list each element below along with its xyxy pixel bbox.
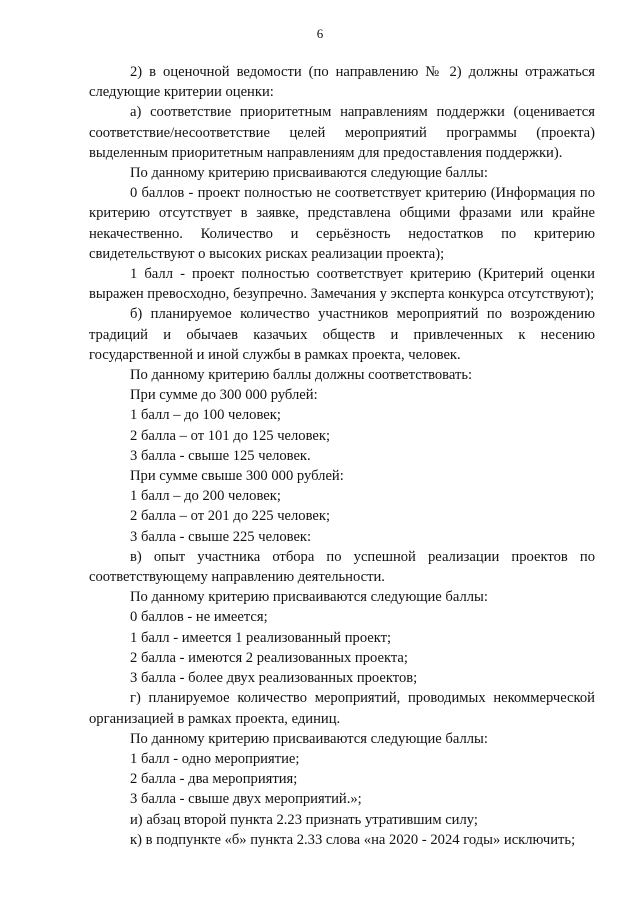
paragraph: При сумме до 300 000 рублей: [130, 387, 318, 404]
paragraph: 2 балла – от 101 до 125 человек; [130, 427, 331, 444]
paragraph: б) планируемое количество участников мероприятий по возрождению традиций и обычаев казачьих обществ и привлеченных к несению государственной и иной службы в рамках проекта, человек. [89, 306, 595, 363]
paragraph: а) соответствие приоритетным направлениям поддержки (оценивается соответствие/несоответствие целей мероприятий программы (проекта) выделенным приоритетным направлениям для предоставления поддержки). [89, 104, 595, 161]
paragraph: 3 балла - свыше двух мероприятий.»; [130, 791, 362, 808]
paragraph: 1 балл - проект полностью соответствует критерию (Критерий оценки выражен превосходно, безупречно. Замечания у эксперта конкурса отсутствуют); [89, 266, 595, 303]
paragraph: При сумме свыше 300 000 рублей: [130, 468, 344, 485]
document-body [89, 62, 595, 850]
paragraph: По данному критерию присваиваются следующие баллы: [130, 730, 488, 747]
paragraph: По данному критерию присваиваются следующие баллы: [130, 589, 488, 606]
paragraph: 2 балла - имеются 2 реализованных проекта; [130, 649, 408, 666]
paragraph: к) в подпункте «б» пункта 2.33 слова «на 2020 - 2024 годы» исключить; [130, 831, 576, 848]
paragraph: 2 балла – от 201 до 225 человек; [130, 508, 331, 525]
paragraph: По данному критерию баллы должны соответствовать: [130, 367, 473, 384]
paragraph: 1 балл – до 100 человек; [130, 407, 281, 424]
paragraph: 3 балла - свыше 125 человек. [130, 447, 311, 464]
paragraph: 0 баллов - проект полностью не соответствует критерию (Информация по критерию отсутствует в заявке, представлена общими фразами или крайне некачественно. Количество и серьёзность недостатков по критерию свидетельствуют о высоких рисках реализации проекта); [89, 185, 595, 262]
paragraph: в) опыт участника отбора по успешной реализации проектов по соответствующему направлению деятельности. [89, 548, 595, 586]
paragraph: 1 балл - одно мероприятие; [130, 750, 300, 767]
paragraph: 0 баллов - не имеется; [130, 609, 268, 626]
paragraph: 3 балла - более двух реализованных проектов; [130, 670, 418, 687]
paragraph: 1 балл - имеется 1 реализованный проект; [130, 629, 392, 646]
paragraph: По данному критерию присваиваются следующие баллы: [130, 165, 488, 182]
page-number: 6 [316, 26, 324, 41]
paragraph: 2) в оценочной ведомости (по направлению № 2) должны отражаться следующие критерии оценки: [89, 64, 595, 101]
paragraph: 3 балла - свыше 225 человек: [130, 528, 312, 545]
paragraph: 1 балл – до 200 человек; [130, 488, 281, 505]
paragraph: 2 балла - два мероприятия; [130, 771, 298, 788]
paragraph: г) планируемое количество мероприятий, проводимых некоммерческой организацией в рамках проекта, единиц. [89, 690, 595, 727]
paragraph: и) абзац второй пункта 2.23 признать утратившим силу; [130, 811, 478, 828]
